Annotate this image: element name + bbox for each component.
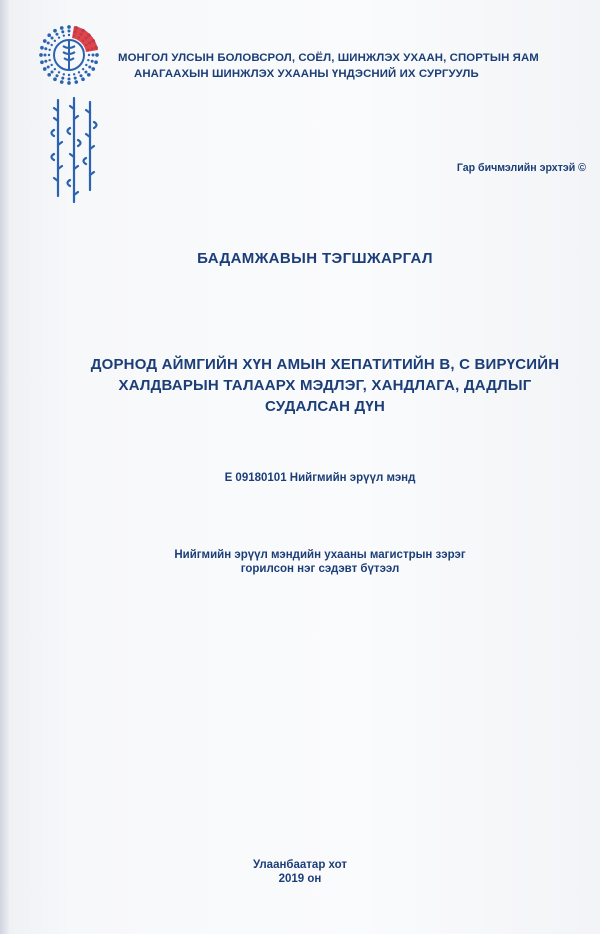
year: 2019 он: [278, 873, 322, 885]
degree-line-1: Нийгмийн эрүүл мэндийн ухааны магистрын зэрэг: [174, 549, 466, 561]
copyright-note: Гар бичмэлийн эрхтэй ©: [456, 162, 586, 174]
thesis-title-line-1: ДОРНОД АЙМГИЙН ХҮН АМЫН ХЕПАТИТИЙН В, С ВИРҮСИЙН: [90, 356, 560, 373]
city: Улаанбаатар хот: [252, 859, 348, 871]
thesis-title-line-3: СУДАЛСАН ДҮН: [265, 398, 385, 415]
author-name: БАДАМЖАВЫН ТЭГШЖАРГАЛ: [197, 250, 433, 267]
ministry-line-2: АНАГААХЫН ШИНЖЛЭХ УХААНЫ ҮНДЭСНИЙ ИХ СУРГУУЛЬ: [134, 68, 479, 80]
degree-statement: [100, 548, 540, 576]
place-and-year: [150, 858, 450, 886]
university-emblem-icon: [36, 22, 102, 88]
ministry-header: [118, 50, 592, 82]
ministry-line-1: МОНГОЛ УЛСЫН БОЛОВСРОЛ, СОЁЛ, ШИНЖЛЭХ УХААН, СПОРТЫН ЯАМ: [118, 52, 539, 64]
degree-line-2: горилсон нэг сэдэвт бүтээл: [240, 563, 400, 575]
program-code: E 09180101 Нийгмийн эрүүл мэнд: [224, 472, 416, 484]
thesis-title-line-2: ХАЛДВАРЫН ТАЛААРХ МЭДЛЭГ, ХАНДЛАГА, ДАДЛЫГ: [118, 377, 532, 394]
mongolian-script-seal: [44, 96, 104, 206]
thesis-title: [90, 354, 560, 417]
page-edge-shadow: [0, 0, 10, 934]
